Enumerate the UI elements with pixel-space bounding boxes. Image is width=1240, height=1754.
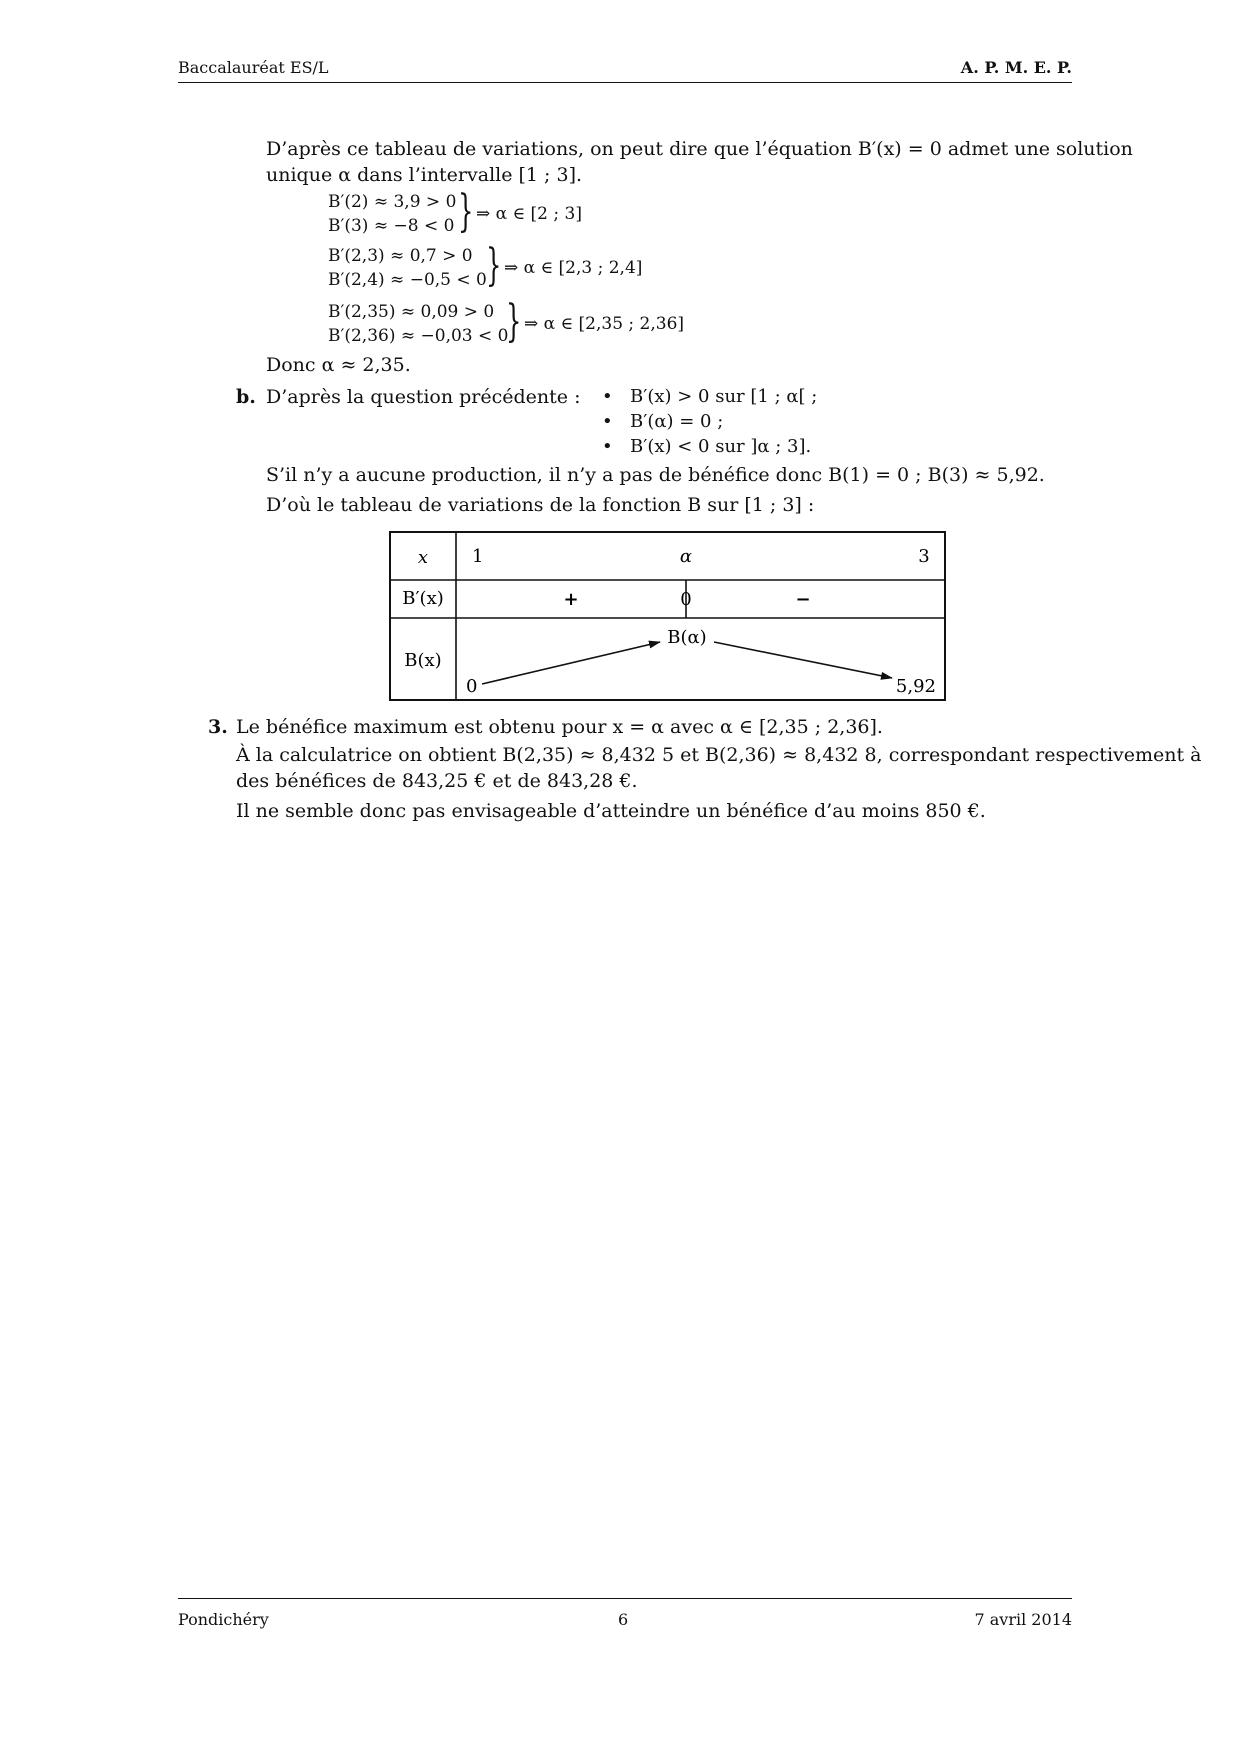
brace-icon: } [458, 186, 474, 237]
func-value-start: 0 [466, 676, 478, 697]
dichotomy-1-result: ⇒ α ∈ [2 ; 3] [476, 204, 582, 224]
header-rule [178, 82, 1072, 83]
dichotomy-2-top: B′(2,3) ≈ 0,7 > 0 [328, 246, 473, 266]
part-3-line1: Le bénéfice maximum est obtenu pour x = α avec α ∈ [2,35 ; 2,36]. [236, 716, 883, 738]
bullet-icon: • [602, 386, 613, 407]
dichotomy-3-top: B′(2,35) ≈ 0,09 > 0 [328, 302, 495, 322]
arrow-down-icon [714, 642, 892, 678]
part-b-label: b. [236, 386, 256, 408]
footer-right: 7 avril 2014 [974, 1610, 1072, 1629]
dichotomy-2-result: ⇒ α ∈ [2,3 ; 2,4] [504, 258, 643, 278]
sign-negative: − [795, 589, 811, 610]
header-right: A. P. M. E. P. [960, 58, 1072, 77]
part-a-line2: unique α dans l’intervalle [1 ; 3]. [266, 164, 583, 186]
row-func-label: B(x) [404, 650, 442, 671]
bullet-item: B′(x) > 0 sur [1 ; α[ ; [630, 386, 818, 407]
brace-icon: } [486, 240, 502, 291]
bullet-icon: • [602, 411, 613, 432]
part-b-table-intro: D’où le tableau de variations de la fonction B sur [1 ; 3] : [266, 494, 815, 516]
x-value-alpha: α [679, 546, 693, 567]
row-deriv-label: B′(x) [402, 588, 444, 609]
x-value-start: 1 [472, 546, 484, 567]
bullet-item: B′(α) = 0 ; [630, 411, 724, 432]
header-left: Baccalauréat ES/L [178, 58, 329, 77]
part-3-line3: des bénéfices de 843,25 € et de 843,28 €. [236, 770, 638, 792]
part-a-conclusion: Donc α ≈ 2,35. [266, 354, 411, 376]
dichotomy-3-result: ⇒ α ∈ [2,35 ; 2,36] [524, 314, 685, 334]
part-a-line1: D’après ce tableau de variations, on peut dire que l’équation B′(x) = 0 admet une solution [266, 138, 1133, 160]
part-3-label: 3. [208, 716, 228, 738]
dichotomy-3-bottom: B′(2,36) ≈ −0,03 < 0 [328, 326, 509, 346]
part-b-production-line: S’il n’y a aucune production, il n’y a pas de bénéfice donc B(1) = 0 ; B(3) ≈ 5,92. [266, 464, 1045, 486]
variation-table [380, 524, 960, 704]
sign-positive: + [563, 589, 579, 610]
sign-zero: 0 [680, 589, 692, 610]
footer-rule [178, 1598, 1072, 1599]
bullet-icon: • [602, 436, 613, 457]
x-value-end: 3 [918, 546, 930, 567]
dichotomy-2-bottom: B′(2,4) ≈ −0,5 < 0 [328, 270, 487, 290]
row-x-label: x [417, 547, 429, 568]
part-3-line2: À la calculatrice on obtient B(2,35) ≈ 8,432 5 et B(2,36) ≈ 8,432 8, correspondant respectivement à [236, 744, 1202, 766]
dichotomy-1-top: B′(2) ≈ 3,9 > 0 [328, 192, 457, 212]
arrow-up-icon [482, 642, 660, 684]
part-3-line4: Il ne semble donc pas envisageable d’atteindre un bénéfice d’au moins 850 €. [236, 800, 986, 822]
page-number: 6 [618, 1610, 629, 1629]
brace-icon: } [506, 296, 522, 347]
part-b-intro: D’après la question précédente : [266, 386, 581, 408]
dichotomy-1-bottom: B′(3) ≈ −8 < 0 [328, 216, 455, 236]
bullet-item: B′(x) < 0 sur ]α ; 3]. [630, 436, 812, 457]
footer-left: Pondichéry [178, 1610, 269, 1629]
func-value-max: B(α) [667, 627, 707, 648]
func-value-end: 5,92 [895, 676, 936, 697]
